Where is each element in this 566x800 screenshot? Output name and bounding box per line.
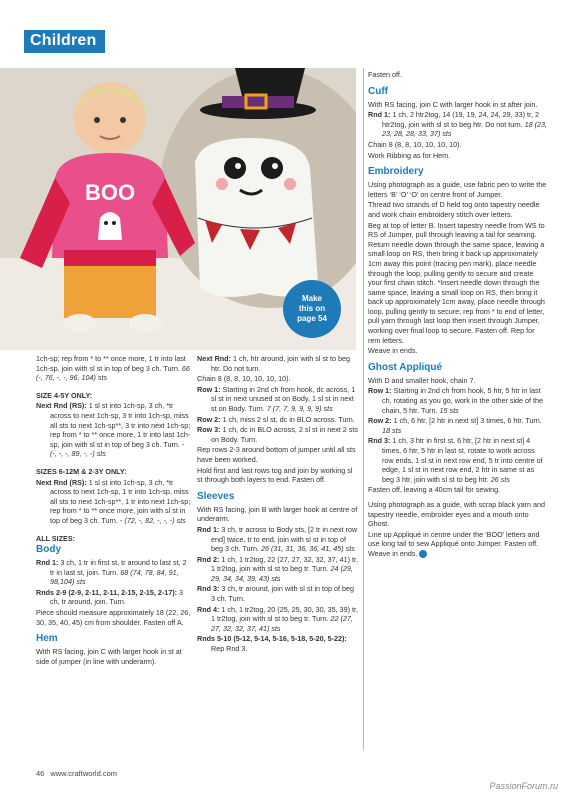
- embroidery-step-3: Beg at top of letter B. Insert tapestry needle from WS to RS of Jumper, pull through leaving a tail for seaming. Return needle down through the same space, leaving a small loop on RS, then bring it back up approximately 1cm away this point (tracing pen mark), place needle through the loop, pulling gently to secure and create your first chain stitch. *Insert needle down through the same space, leaving a small loop on RS, then bring it back up approximately 1cm away, place needle through loop, pulling gently to secure; rep from * to end of letter, pull yarn through last loop then insert through Jumper, working over final loop to secure. Fasten off. Rep for rem letters.: [368, 220, 545, 345]
- column-3: [368, 70, 548, 564]
- cuff-chain: Chain 8 (8, 8, 10, 10, 10, 10).: [368, 139, 462, 149]
- badge-line2: this on: [298, 304, 326, 313]
- hem-chain: Chain 8 (8, 8, 10, 10, 10, 10).: [197, 374, 291, 384]
- size-6-12-heading: SIZES 6-12M & 2-3Y ONLY:: [36, 466, 127, 476]
- ghost-row-2: Row 2: 1 ch, 6 htr, [2 htr in next st] 3 times, 6 htr. Turn. 18 sts: [368, 416, 542, 435]
- all-sizes-heading: ALL SIZES:: [36, 533, 76, 543]
- body-heading: Body: [36, 544, 61, 556]
- ghost-rnd-3: Rnd 3: 1 ch, 3 htr in first st, 6 htr, [2 htr in next st] 4 times, 6 htr, 5 htr in last st, rotate to work across row ends, 1 sl st in next row end, 5 tr into centre of edge, 1 sl st in next row end, 2 htr in same st as beg 3 htr, join with sl st to beg htr. 26 sts: [368, 436, 543, 484]
- size-4-5-instructions: Next Rnd (RS): 1 sl st into 1ch-sp, 3 ch, *tr across to next 1ch-sp, 3 tr into 1ch-sp, miss all sts to next 1ch-sp**, 3 tr into next 1ch-sp; rep from * to ** once more, 1 tr into last 1ch-sp, join with sl st in top of beg 3 ch. Turn. - (-, -, -, 89, -, -) sts: [36, 401, 191, 459]
- page-footer: [36, 769, 117, 778]
- sleeves-heading: Sleeves: [197, 490, 235, 502]
- sleeves-fasten: Fasten off.: [368, 70, 402, 79]
- sweater-text: BOO: [85, 180, 136, 205]
- hem-hold: Hold first and last rows tog and join by working sl st through both layers to end. Fasten off.: [197, 465, 353, 485]
- hem-row-3: Row 3: 1 ch, dc in BLO across, 2 sl st in next 2 sts on Body. Turn.: [197, 425, 358, 444]
- hem-next-rnd: Next Rnd: 1 ch, htr around, join with sl st to beg htr. Do not turn.: [197, 354, 351, 373]
- ghost-final-2: Line up Appliqué in centre under the ‘BOO’ letters and use long tail to sew Appliqué onto Jumper. Fasten off. Weave in ends.: [368, 529, 540, 558]
- column-divider: [363, 68, 364, 750]
- cuff-rnd-1: Rnd 1: 1 ch, 2 htr2tog, 14 (19, 19, 24, 24, 29, 33) tr, 2 htr2tog, join with sl st to beg htr. Do not turn. 18 (23, 23, 28, 28, 33, 37) sts: [368, 110, 548, 139]
- hem-row-2: Row 2: 1 ch, miss 2 sl st, dc in BLO across. Turn.: [197, 414, 355, 424]
- cuff-intro: With RS facing, join C with larger hook in st after join.: [368, 99, 538, 109]
- sleeves-rnd-4: Rnd 4: 1 ch, 1 tr2tog, 20 (25, 25, 30, 30, 35, 39) tr, 1 tr2tog, join with sl st to beg tr. Turn. 22 (27, 27, 32, 32, 37, 41) sts: [197, 604, 359, 633]
- sleeves-intro: With RS facing, join B with larger hook at centre of underarm.: [197, 504, 358, 524]
- badge-line1: Make: [301, 294, 322, 303]
- ghost-fasten: Fasten off, leaving a 40cm tail for sewing.: [368, 485, 501, 495]
- hem-row-1: Row 1: Starting in 2nd ch from hook, dc across, 1 sl st in next unused st on Body, 1 sl st in next st on Body. Turn. 7 (7, 7, 9, 9, 9, 9) sts: [197, 384, 356, 413]
- embroidery-heading: Embroidery: [368, 166, 424, 178]
- column-1: [36, 354, 192, 671]
- hem-heading: Hem: [36, 633, 58, 645]
- badge-line3: page 54: [297, 314, 327, 323]
- body-rnd-1: Rnd 1: 3 ch, 1 tr in first st, tr around to last st, 2 tr in last st, join. Turn. 68 (74, 78, 84, 91, 98,104) sts: [36, 558, 187, 587]
- body-measure: Piece should measure approximately 18 (22, 26, 30, 35, 40, 45) cm from shoulder. Fasten off A.: [36, 608, 191, 627]
- embroidery-step-4: Weave in ends.: [368, 346, 418, 356]
- sleeves-rnds-5-10: Rnds 5-10 (5-12, 5-14, 5-16, 5-18, 5-20, 5-22): Rep Rnd 3.: [197, 634, 347, 654]
- embroidery-step-2: Thread two strands of D held tog onto tapestry needle and work chain embroidery stitch over letters.: [368, 200, 540, 219]
- watermark: PassionForum.ru: [489, 781, 558, 791]
- sleeves-rnd-3: Rnd 3: 3 ch, tr around, join with sl st in top of beg 3 ch. Turn.: [197, 584, 355, 604]
- ghost-final-1: Using photograph as a guide, with scrap black yarn and tapestry needle, embroider eyes and a mouth onto Ghost.: [368, 499, 545, 529]
- column-2: [197, 354, 359, 655]
- hem-repeat: Rep rows 2-3 around bottom of jumper until all sts have been worked.: [197, 445, 356, 464]
- site-link[interactable]: www.craftworld.com: [50, 769, 118, 778]
- cuff-heading: Cuff: [368, 85, 388, 97]
- page-number: 46: [36, 769, 45, 778]
- section-tag: Children: [24, 30, 105, 53]
- hem-text: With RS facing, join C with larger hook in st at side of jumper (in line with underarm).: [36, 647, 182, 666]
- ghost-applique-heading: Ghost Appliqué: [368, 361, 443, 373]
- intro-paragraph: 1ch-sp; rep from * to ** once more, 1 tr into last 1ch-sp, join with sl st in top of beg 3 ch. Turn. 66 (-, 76, -, -, 96, 104) sts: [36, 354, 190, 383]
- ghost-row-1: Row 1: Starting in 2nd ch from hook, 5 htr, 5 htr in last ch, rotating as you go, work in the other side of the chain, 5 htr. Turn. 15 sts: [368, 386, 544, 415]
- cuff-ribbing: Work Ribbing as for Hem.: [368, 150, 451, 160]
- embroidery-step-1: Using photograph as a guide, use fabric pen to write the letters ‘B’ ‘O’ ‘O’ on centre front of Jumper.: [368, 180, 547, 199]
- sleeves-rnd-2: Rnd 2: 1 ch, 1 tr2tog, 22 (27, 27, 32, 32, 37, 41) tr, 1 tr2tog, join with sl st to beg tr. Turn. 24 (29, 29, 34, 34, 39, 43) sts: [197, 554, 359, 583]
- ghost-intro: With D and smaller hook, chain 7.: [368, 375, 476, 385]
- size-6-12-instructions: Next Rnd (RS): 1 sl st into 1ch-sp, 3 ch, *tr across to next 1ch-sp, 1 tr into 1ch-sp, miss all sts to next 1ch-sp**, 1 tr into next 1ch-sp; rep from * to ** once more, join with sl st in top of beg 3 ch. Turn. - (72, -, 82, -, -, -) sts: [36, 477, 191, 525]
- size-4-5-heading: SIZE 4-5Y ONLY:: [36, 390, 93, 400]
- body-rnds-2-9: Rnds 2-9 (2-9, 2-11, 2-11, 2-15, 2-15, 2-17): 3 ch, tr around, join. Turn.: [36, 587, 184, 607]
- end-marker-icon: [419, 550, 427, 558]
- sleeves-rnd-1: Rnd 1: 3 ch, tr across to Body sts, [2 tr in next row end] twice, tr to end, join with sl st in top of beg 3 ch. Turn. 26 (31, 31, 36, 36, 41, 45) sts: [197, 524, 358, 554]
- make-this-badge[interactable]: [283, 280, 341, 338]
